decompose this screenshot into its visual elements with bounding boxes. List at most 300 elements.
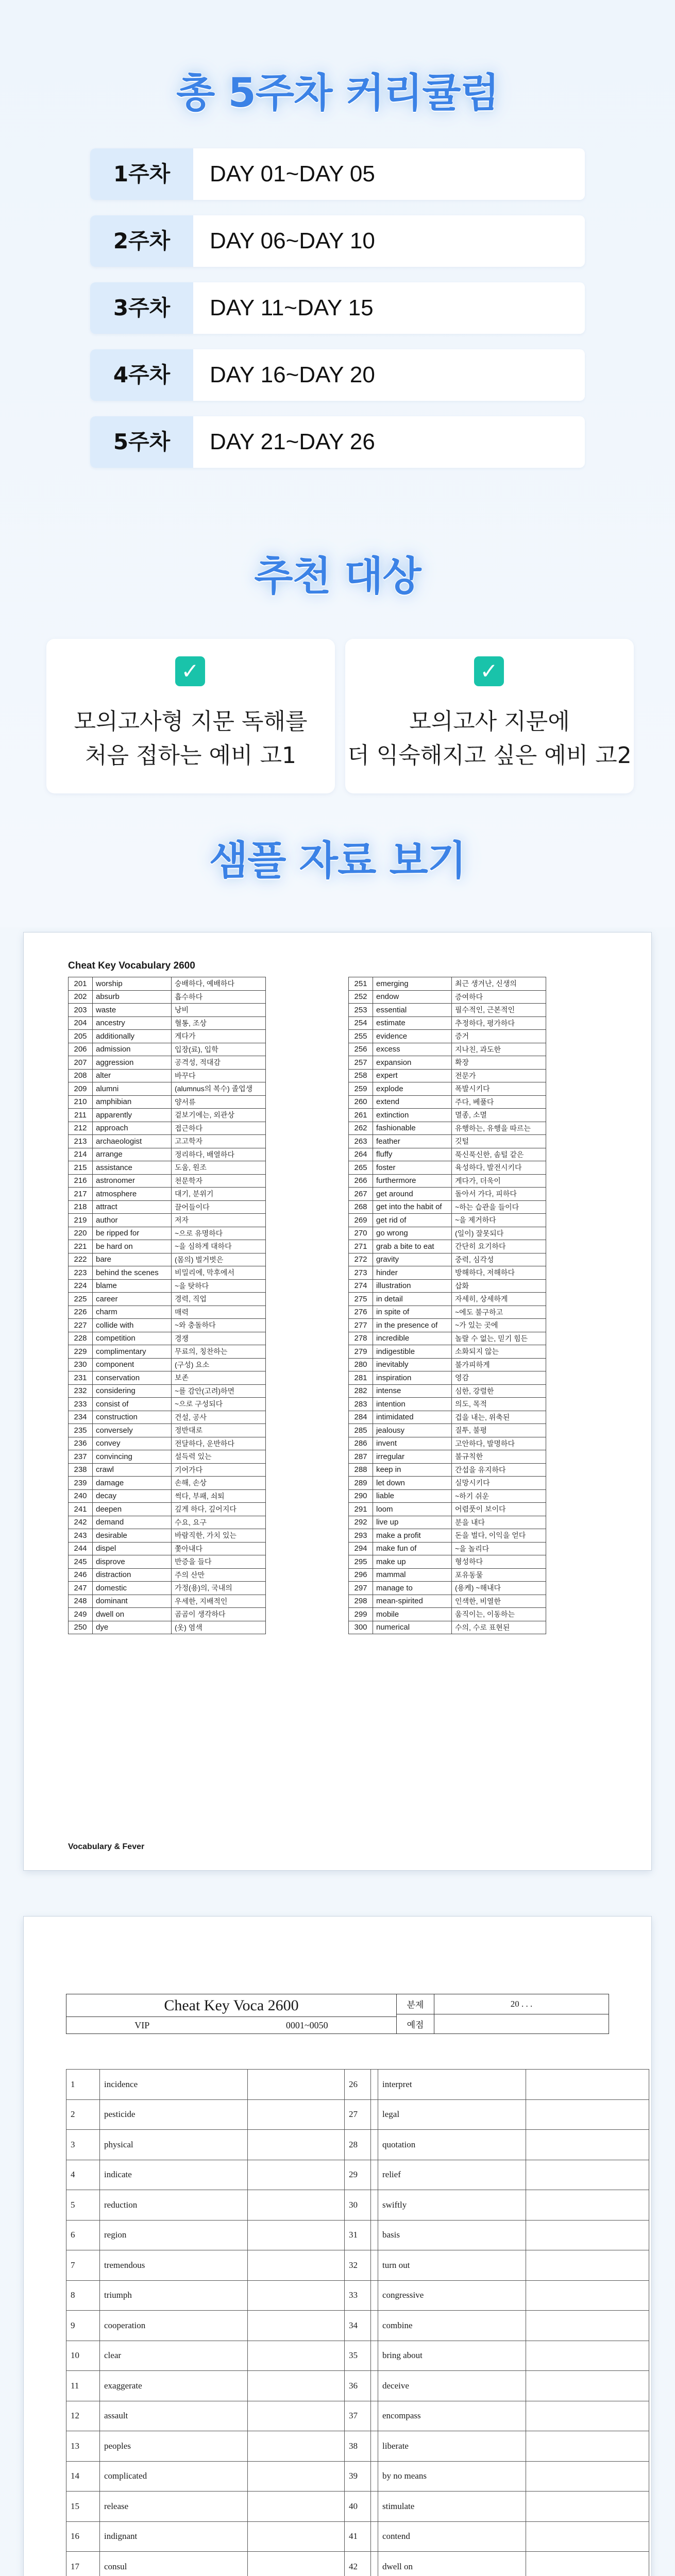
word-number: 226 bbox=[69, 1306, 93, 1319]
word: alumni bbox=[93, 1082, 172, 1096]
word-meaning: 비밀리에, 막후에서 bbox=[172, 1266, 266, 1280]
test-row bbox=[66, 2341, 371, 2371]
vocabulary-table-right bbox=[348, 977, 546, 1634]
word-meaning: 증여하다 bbox=[452, 990, 546, 1004]
vocabulary-row bbox=[349, 1161, 546, 1175]
word: waste bbox=[93, 1004, 172, 1017]
recommend-line: 처음 접하는 예비 고1 bbox=[85, 742, 296, 769]
word-meaning: 방해하다, 저해하다 bbox=[452, 1266, 546, 1280]
word: incredible bbox=[373, 1332, 452, 1345]
test-number: 31 bbox=[345, 2220, 378, 2250]
test-word: quotation bbox=[378, 2130, 526, 2160]
word-meaning: 숭배하다, 예배하다 bbox=[172, 977, 266, 991]
vocabulary-row bbox=[69, 1319, 266, 1332]
word-number: 267 bbox=[349, 1188, 373, 1201]
test-word: by no means bbox=[378, 2461, 526, 2492]
word: in detail bbox=[373, 1293, 452, 1306]
word-meaning: 소화되지 않는 bbox=[452, 1345, 546, 1359]
word: dye bbox=[93, 1621, 172, 1634]
word: hinder bbox=[373, 1266, 452, 1280]
word: desirable bbox=[93, 1529, 172, 1543]
vocabulary-row bbox=[349, 1056, 546, 1070]
test-word: deceive bbox=[378, 2371, 526, 2401]
word-meaning: 푹신푹신한, 솜털 같은 bbox=[452, 1148, 546, 1161]
vocabulary-row bbox=[349, 1582, 546, 1595]
test-row bbox=[66, 2070, 371, 2100]
test-number: 3 bbox=[66, 2130, 100, 2160]
vocabulary-row bbox=[349, 1122, 546, 1135]
test-row bbox=[345, 2461, 649, 2492]
test-word: cooperation bbox=[100, 2311, 248, 2341]
word-meaning: 확장 bbox=[452, 1056, 546, 1070]
word-meaning: 주의 산만 bbox=[172, 1568, 266, 1582]
word-number: 256 bbox=[349, 1043, 373, 1056]
word: fashionable bbox=[373, 1122, 452, 1135]
word-number: 242 bbox=[69, 1516, 93, 1529]
vocabulary-table-left bbox=[68, 977, 266, 1634]
vocabulary-row bbox=[69, 1306, 266, 1319]
test-row bbox=[66, 2130, 371, 2160]
word: endow bbox=[373, 990, 452, 1004]
test-word: triumph bbox=[100, 2280, 248, 2311]
date-field: 20 . . . bbox=[434, 1994, 609, 2014]
word-meaning: (구성) 요소 bbox=[172, 1358, 266, 1371]
word-meaning: 포유동물 bbox=[452, 1568, 546, 1582]
vocabulary-row bbox=[349, 1595, 546, 1608]
vocabulary-row bbox=[69, 1135, 266, 1148]
word: distraction bbox=[93, 1568, 172, 1582]
word-number: 233 bbox=[69, 1398, 93, 1411]
word-number: 225 bbox=[69, 1293, 93, 1306]
word-number: 247 bbox=[69, 1582, 93, 1595]
word-meaning: 바꾸다 bbox=[172, 1069, 266, 1082]
vocabulary-row bbox=[349, 1016, 546, 1030]
word-number: 295 bbox=[349, 1555, 373, 1569]
word: be ripped for bbox=[93, 1227, 172, 1240]
word-number: 245 bbox=[69, 1555, 93, 1569]
test-word: clear bbox=[100, 2341, 248, 2371]
word-meaning: 접근하다 bbox=[172, 1122, 266, 1135]
vocabulary-row bbox=[69, 1424, 266, 1437]
word-number: 209 bbox=[69, 1082, 93, 1096]
week-row bbox=[90, 215, 585, 267]
week-label: 2주차 bbox=[90, 215, 193, 267]
word-number: 243 bbox=[69, 1529, 93, 1543]
word-meaning: 손해, 손상 bbox=[172, 1477, 266, 1490]
word-number: 228 bbox=[69, 1332, 93, 1345]
word-number: 217 bbox=[69, 1188, 93, 1201]
word: furthermore bbox=[373, 1174, 452, 1188]
word: estimate bbox=[373, 1016, 452, 1030]
word-meaning: 쫓아내다 bbox=[172, 1542, 266, 1555]
word-number: 219 bbox=[69, 1214, 93, 1227]
word-number: 251 bbox=[349, 977, 373, 991]
word-meaning: 정반대로 bbox=[172, 1424, 266, 1437]
word-meaning: 최근 생겨난, 신생의 bbox=[452, 977, 546, 991]
word-meaning: (몸의) 벌거벗은 bbox=[172, 1253, 266, 1266]
week-days: DAY 06~DAY 10 bbox=[210, 228, 375, 253]
test-row bbox=[345, 2160, 649, 2190]
test-number: 9 bbox=[66, 2311, 100, 2341]
word-meaning: (용케) ~해내다 bbox=[452, 1582, 546, 1595]
test-row bbox=[345, 2190, 649, 2221]
word-meaning: 필수적인, 근본적인 bbox=[452, 1004, 546, 1017]
word-meaning: 추정하다, 평가하다 bbox=[452, 1016, 546, 1030]
word-meaning: 끌어들이다 bbox=[172, 1200, 266, 1214]
word: decay bbox=[93, 1489, 172, 1503]
answer-cell bbox=[526, 2070, 649, 2100]
vocabulary-row bbox=[69, 1358, 266, 1371]
word-meaning: ~을 심하게 대하다 bbox=[172, 1240, 266, 1253]
word-meaning: 양서류 bbox=[172, 1095, 266, 1109]
test-row bbox=[345, 2099, 649, 2130]
word: live up bbox=[373, 1516, 452, 1529]
test-row bbox=[66, 2160, 371, 2190]
test-title: Cheat Key Voca 2600 bbox=[164, 1996, 299, 2014]
word: admission bbox=[93, 1043, 172, 1056]
word: dispel bbox=[93, 1542, 172, 1555]
vocabulary-row bbox=[69, 1437, 266, 1450]
word: absurb bbox=[93, 990, 172, 1004]
word: explode bbox=[373, 1082, 452, 1096]
test-number: 40 bbox=[345, 2492, 378, 2522]
test-range: 0001~0050 bbox=[285, 2020, 328, 2030]
word-number: 240 bbox=[69, 1489, 93, 1503]
answer-cell bbox=[526, 2341, 649, 2371]
word-meaning: 움직이는, 이동하는 bbox=[452, 1608, 546, 1621]
vocabulary-row bbox=[69, 1200, 266, 1214]
word: inevitably bbox=[373, 1358, 452, 1371]
checkmark-icon: ✓ bbox=[175, 656, 205, 686]
word-meaning: 경력, 직업 bbox=[172, 1293, 266, 1306]
test-word: tremendous bbox=[100, 2250, 248, 2281]
vocabulary-row bbox=[69, 1227, 266, 1240]
test-word: contend bbox=[378, 2521, 526, 2552]
word-meaning: 주다, 베풀다 bbox=[452, 1095, 546, 1109]
vocabulary-row bbox=[69, 1069, 266, 1082]
test-number: 8 bbox=[66, 2280, 100, 2311]
word-meaning: 간섭을 유지하다 bbox=[452, 1463, 546, 1477]
word-number: 235 bbox=[69, 1424, 93, 1437]
word-number: 253 bbox=[349, 1004, 373, 1017]
word: disprove bbox=[93, 1555, 172, 1569]
word-number: 250 bbox=[69, 1621, 93, 1634]
word-meaning: 게다가 bbox=[172, 1030, 266, 1043]
word: considering bbox=[93, 1384, 172, 1398]
word-meaning: ~으로 구성되다 bbox=[172, 1398, 266, 1411]
word-meaning: ~으로 유명하다 bbox=[172, 1227, 266, 1240]
word: consist of bbox=[93, 1398, 172, 1411]
word-meaning: 유행하는, 유행을 따르는 bbox=[452, 1122, 546, 1135]
word-meaning: 폭발시키다 bbox=[452, 1082, 546, 1096]
vocabulary-row bbox=[349, 1568, 546, 1582]
word: bare bbox=[93, 1253, 172, 1266]
week-days: DAY 21~DAY 26 bbox=[210, 429, 375, 454]
test-word: consul bbox=[100, 2552, 248, 2576]
vocabulary-row bbox=[69, 1489, 266, 1503]
word: ancestry bbox=[93, 1016, 172, 1030]
vocabulary-footer: Vocabulary & Fever bbox=[68, 1842, 145, 1851]
test-row bbox=[66, 2521, 371, 2552]
word: extend bbox=[373, 1095, 452, 1109]
test-level: VIP bbox=[134, 2020, 150, 2030]
word-number: 261 bbox=[349, 1109, 373, 1122]
word: mammal bbox=[373, 1568, 452, 1582]
word: intimidated bbox=[373, 1411, 452, 1424]
word-number: 213 bbox=[69, 1135, 93, 1148]
vocabulary-row bbox=[349, 1384, 546, 1398]
word-number: 292 bbox=[349, 1516, 373, 1529]
word: behind the scenes bbox=[93, 1266, 172, 1280]
vocabulary-row bbox=[69, 1503, 266, 1516]
word-meaning: 게다가, 더욱이 bbox=[452, 1174, 546, 1188]
word-meaning: 불가피하게 bbox=[452, 1358, 546, 1371]
test-number: 15 bbox=[66, 2492, 100, 2522]
week-days: DAY 01~DAY 05 bbox=[210, 161, 375, 187]
word-number: 271 bbox=[349, 1240, 373, 1253]
vocabulary-row bbox=[69, 1582, 266, 1595]
vocabulary-row bbox=[69, 1266, 266, 1280]
word: attract bbox=[93, 1200, 172, 1214]
week-row bbox=[90, 282, 585, 334]
word-meaning: 영감 bbox=[452, 1371, 546, 1385]
word: jealousy bbox=[373, 1424, 452, 1437]
word-meaning: 저자 bbox=[172, 1214, 266, 1227]
word: demand bbox=[93, 1516, 172, 1529]
word-number: 298 bbox=[349, 1595, 373, 1608]
word: go wrong bbox=[373, 1227, 452, 1240]
word-meaning: 전달하다, 운반하다 bbox=[172, 1437, 266, 1450]
word-meaning: 보존 bbox=[172, 1371, 266, 1385]
test-header bbox=[66, 1994, 609, 2034]
word-meaning: ~를 감안(고려)하면 bbox=[172, 1384, 266, 1398]
word: grab a bite to eat bbox=[373, 1240, 452, 1253]
word-number: 274 bbox=[349, 1279, 373, 1293]
word-number: 210 bbox=[69, 1095, 93, 1109]
word: career bbox=[93, 1293, 172, 1306]
word-meaning: 혈통, 조상 bbox=[172, 1016, 266, 1030]
vocabulary-row bbox=[69, 990, 266, 1004]
word-number: 229 bbox=[69, 1345, 93, 1359]
score-field bbox=[434, 2014, 609, 2034]
word-number: 202 bbox=[69, 990, 93, 1004]
word-number: 231 bbox=[69, 1371, 93, 1385]
word-meaning: ~하기 쉬운 bbox=[452, 1489, 546, 1503]
test-word: combine bbox=[378, 2311, 526, 2341]
vocabulary-row bbox=[349, 1214, 546, 1227]
word-meaning: 불규칙한 bbox=[452, 1450, 546, 1464]
word: inspiration bbox=[373, 1371, 452, 1385]
word: numerical bbox=[373, 1621, 452, 1634]
word-meaning: 심한, 강렬한 bbox=[452, 1384, 546, 1398]
sample-title: 샘플 자료 보기 bbox=[209, 838, 466, 884]
vocabulary-row bbox=[69, 1279, 266, 1293]
vocabulary-row bbox=[69, 1345, 266, 1359]
vocabulary-row bbox=[69, 1384, 266, 1398]
answer-cell bbox=[526, 2552, 649, 2576]
word-meaning: 고안하다, 발명하다 bbox=[452, 1437, 546, 1450]
test-word: indignant bbox=[100, 2521, 248, 2552]
word-meaning: 인색한, 비열한 bbox=[452, 1595, 546, 1608]
word: foster bbox=[373, 1161, 452, 1175]
answer-cell bbox=[526, 2220, 649, 2250]
word: gravity bbox=[373, 1253, 452, 1266]
word-number: 285 bbox=[349, 1424, 373, 1437]
test-row bbox=[66, 2099, 371, 2130]
answer-cell bbox=[526, 2371, 649, 2401]
vocabulary-row bbox=[69, 1082, 266, 1096]
word: expert bbox=[373, 1069, 452, 1082]
vocabulary-row bbox=[349, 1319, 546, 1332]
word: archaeologist bbox=[93, 1135, 172, 1148]
vocabulary-row bbox=[69, 1529, 266, 1543]
word: conversely bbox=[93, 1424, 172, 1437]
word: competition bbox=[93, 1332, 172, 1345]
vocabulary-row bbox=[349, 1293, 546, 1306]
word: fluffy bbox=[373, 1148, 452, 1161]
word-number: 297 bbox=[349, 1582, 373, 1595]
answer-cell bbox=[526, 2099, 649, 2130]
word: essential bbox=[373, 1004, 452, 1017]
test-number: 42 bbox=[345, 2552, 378, 2576]
test-row bbox=[345, 2401, 649, 2431]
test-number: 37 bbox=[345, 2401, 378, 2431]
vocabulary-row bbox=[69, 1568, 266, 1582]
word: invent bbox=[373, 1437, 452, 1450]
test-word: release bbox=[100, 2492, 248, 2522]
vocabulary-row bbox=[349, 1516, 546, 1529]
vocabulary-row bbox=[349, 1279, 546, 1293]
test-word: peoples bbox=[100, 2431, 248, 2462]
word: intense bbox=[373, 1384, 452, 1398]
test-word: physical bbox=[100, 2130, 248, 2160]
word-number: 212 bbox=[69, 1122, 93, 1135]
word-number: 299 bbox=[349, 1608, 373, 1621]
word: assistance bbox=[93, 1161, 172, 1175]
recommend-card bbox=[46, 639, 335, 793]
test-row bbox=[345, 2492, 649, 2522]
answer-cell bbox=[526, 2250, 649, 2281]
test-row bbox=[345, 2130, 649, 2160]
vocabulary-row bbox=[349, 1411, 546, 1424]
word-meaning: 멸종, 소멸 bbox=[452, 1109, 546, 1122]
word: be hard on bbox=[93, 1240, 172, 1253]
word-meaning: 중력, 심각성 bbox=[452, 1253, 546, 1266]
vocabulary-row bbox=[349, 1489, 546, 1503]
test-table-right bbox=[344, 2069, 649, 2576]
week-label: 4주차 bbox=[90, 349, 193, 401]
week-days: DAY 11~DAY 15 bbox=[210, 295, 374, 320]
word-meaning: 무료의, 칭찬하는 bbox=[172, 1345, 266, 1359]
word-number: 281 bbox=[349, 1371, 373, 1385]
word-meaning: 질투, 불평 bbox=[452, 1424, 546, 1437]
word: domestic bbox=[93, 1582, 172, 1595]
word-number: 272 bbox=[349, 1253, 373, 1266]
vocabulary-row bbox=[69, 977, 266, 991]
vocabulary-row bbox=[349, 1109, 546, 1122]
vocabulary-row bbox=[349, 1095, 546, 1109]
vocabulary-row bbox=[69, 1148, 266, 1161]
word-meaning: 간단히 요기하다 bbox=[452, 1240, 546, 1253]
score-label: 예점 bbox=[397, 2014, 434, 2034]
word-number: 214 bbox=[69, 1148, 93, 1161]
word: worship bbox=[93, 977, 172, 991]
vocabulary-row bbox=[349, 1004, 546, 1017]
word: make fun of bbox=[373, 1542, 452, 1555]
test-row bbox=[66, 2280, 371, 2311]
word-meaning: 돌아서 가다, 피하다 bbox=[452, 1188, 546, 1201]
test-number: 27 bbox=[345, 2099, 378, 2130]
word-number: 270 bbox=[349, 1227, 373, 1240]
vocabulary-row bbox=[349, 1424, 546, 1437]
word-meaning: 수요, 요구 bbox=[172, 1516, 266, 1529]
word-number: 227 bbox=[69, 1319, 93, 1332]
answer-cell bbox=[526, 2190, 649, 2221]
word: manage to bbox=[373, 1582, 452, 1595]
word-meaning: 고고학자 bbox=[172, 1135, 266, 1148]
test-number: 41 bbox=[345, 2521, 378, 2552]
word-number: 260 bbox=[349, 1095, 373, 1109]
word-meaning: ~하는 습관을 들이다 bbox=[452, 1200, 546, 1214]
test-row bbox=[345, 2371, 649, 2401]
vocabulary-row bbox=[69, 1542, 266, 1555]
vocabulary-row bbox=[69, 1043, 266, 1056]
word-number: 262 bbox=[349, 1122, 373, 1135]
test-number: 33 bbox=[345, 2280, 378, 2311]
test-row bbox=[345, 2311, 649, 2341]
word: excess bbox=[373, 1043, 452, 1056]
group-label: 분제 bbox=[397, 1994, 434, 2014]
vocabulary-row bbox=[349, 1358, 546, 1371]
word-number: 269 bbox=[349, 1214, 373, 1227]
test-word: legal bbox=[378, 2099, 526, 2130]
vocabulary-row bbox=[349, 1437, 546, 1450]
word-number: 220 bbox=[69, 1227, 93, 1240]
test-row bbox=[66, 2250, 371, 2281]
word-meaning: 겁을 내는, 위축된 bbox=[452, 1411, 546, 1424]
vocabulary-row bbox=[69, 1056, 266, 1070]
word-meaning: 낭비 bbox=[172, 1004, 266, 1017]
word-meaning: 천문학자 bbox=[172, 1174, 266, 1188]
word: approach bbox=[93, 1122, 172, 1135]
word: in the presence of bbox=[373, 1319, 452, 1332]
vocabulary-row bbox=[69, 1253, 266, 1266]
answer-cell bbox=[526, 2401, 649, 2431]
word-number: 254 bbox=[349, 1016, 373, 1030]
recommend-line: 모의고사형 지문 독해를 bbox=[74, 708, 308, 735]
vocabulary-row bbox=[69, 1030, 266, 1043]
vocabulary-row bbox=[69, 1516, 266, 1529]
word-number: 244 bbox=[69, 1542, 93, 1555]
answer-cell bbox=[526, 2130, 649, 2160]
test-row bbox=[66, 2220, 371, 2250]
word-number: 296 bbox=[349, 1568, 373, 1582]
recommend-card bbox=[345, 639, 634, 793]
test-row bbox=[66, 2552, 371, 2576]
vocabulary-row bbox=[349, 1529, 546, 1543]
word-number: 280 bbox=[349, 1358, 373, 1371]
word-number: 205 bbox=[69, 1030, 93, 1043]
checkmark-icon: ✓ bbox=[474, 656, 504, 686]
vocabulary-row bbox=[69, 1240, 266, 1253]
word-number: 291 bbox=[349, 1503, 373, 1516]
word-meaning: (옷) 염색 bbox=[172, 1621, 266, 1634]
curriculum-title: 총 5주차 커리큘럼 bbox=[176, 70, 499, 116]
vocabulary-row bbox=[349, 1306, 546, 1319]
test-word: congressive bbox=[378, 2280, 526, 2311]
word-number: 290 bbox=[349, 1489, 373, 1503]
week-row bbox=[90, 416, 585, 468]
